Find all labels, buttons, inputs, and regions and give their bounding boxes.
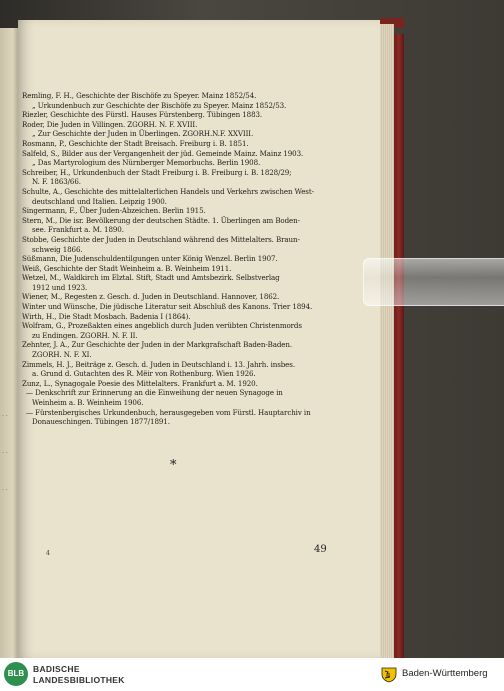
left-page-marks: · · · · · ·: [2, 413, 8, 494]
bibliography-entry: — Fürstenbergisches Urkundenbuch, herausgegeben vom Fürstl. Hauptarchiv in: [26, 407, 311, 417]
bibliography-entry: Roder, Die Juden in Villingen. ZGORH. N. F. XVIII.: [22, 119, 198, 129]
blb-line-2: LANDESBIBLIOTHEK: [33, 674, 125, 685]
page-block-edge: [380, 24, 394, 658]
bibliography-entry: zu Endingen. ZGORH. N. F. II.: [32, 330, 138, 340]
blb-line-1: BADISCHE: [33, 664, 80, 674]
book-cover-edge: [394, 34, 404, 658]
bibliography-entry: Salfeld, S., Bilder aus der Vergangenheit der jüd. Gemeinde Mainz. Mainz 1903.: [22, 148, 304, 158]
bibliography-entry: Singermann, F., Über Juden-Abzeichen. Berlin 1915.: [22, 206, 206, 216]
bibliography-entry: see. Frankfurt a. M. 1890.: [32, 225, 124, 235]
bibliography-entry: Winter und Wünsche, Die jüdische Literatur seit Abschluß des Kanons. Trier 1894.: [22, 302, 313, 312]
bibliography-entry: Weinheim a. B. Weinheim 1906.: [32, 398, 144, 407]
bibliography-entry: „ Urkundenbuch zur Geschichte der Bischöfe zu Speyer. Mainz 1852/53.: [32, 100, 287, 110]
bibliography-entry: Wirth, H., Die Stadt Mosbach. Badenia I (1864).: [22, 311, 191, 321]
bibliography-entry: Schreiber, H., Urkundenbuch der Stadt Freiburg i. B. Freiburg i. B. 1828/29;: [22, 167, 292, 177]
bibliography-entry: a. Grund d. Gutachten des R. Mëir von Rothenburg. Wien 1926.: [32, 369, 256, 379]
bibliography-entry: Stern, M., Die isr. Bevölkerung der deutschen Städte. 1. Überlingen am Boden-: [22, 215, 300, 225]
bibliography-entry: Zehnter, J. A., Zur Geschichte der Juden in der Markgrafschaft Baden-Baden.: [22, 340, 293, 350]
baden-wuerttemberg-coat-of-arms-icon[interactable]: [380, 665, 398, 683]
bibliography-entry: „ Das Martyrologium des Nürnberger Memorbuchs. Berlin 1908.: [32, 158, 261, 168]
book-page: [18, 20, 380, 658]
bibliography-entry: Weiß, Geschichte der Stadt Weinheim a. B. Weinheim 1911.: [22, 263, 232, 273]
bibliography-entry: deutschland und Italien. Leipzig 1900.: [32, 196, 167, 206]
bibliography-entry: Zunz, L., Synagogale Poesie des Mittelalters. Frankfurt a. M. 1920.: [22, 378, 258, 388]
bibliography-list: [22, 91, 328, 427]
left-page-edge: [0, 28, 18, 658]
bibliography-entry: Süßmann, Die Judenschuldentilgungen unter König Wenzel. Berlin 1907.: [22, 254, 278, 264]
bibliography-entry: „ Zur Geschichte der Juden in Überlingen. ZGORH.N.F. XXVIII.: [32, 129, 254, 139]
bibliography-entry: schweig 1866.: [32, 244, 83, 254]
baden-wuerttemberg-label[interactable]: Baden-Württemberg: [402, 668, 488, 679]
bibliography-entry: Wiener, M., Regesten z. Gesch. d. Juden in Deutschland. Hannover, 1862.: [22, 292, 280, 302]
bibliography-entry: — Denkschrift zur Erinnerung an die Einweihung der neuen Synagoge in: [26, 388, 283, 398]
bibliography-entry: Stobbe, Geschichte der Juden in Deutschland während des Mittelalters. Braun-: [22, 234, 300, 244]
bibliography-entry: Schulte, A., Geschichte des mittelalterlichen Handels und Verkehrs zwischen West-: [22, 186, 314, 196]
bibliography-entry: Rosmann, P., Geschichte der Stadt Breisach. Freiburg i. B. 1851.: [22, 138, 249, 148]
bibliography-entry: Wetzel, M., Waldkirch im Elztal. Stift, Stadt und Amtsbezirk. Selbstverlag: [22, 273, 280, 283]
bibliography-entry: N. F. 1863/66.: [32, 177, 81, 187]
footer-bar: [0, 658, 504, 691]
bibliography-entry: ZGORH. N. F. XI.: [32, 350, 92, 360]
bibliography-entry: Remling, F. H., Geschichte der Bischöfe zu Speyer. Mainz 1852/54.: [22, 91, 257, 100]
bibliography-entry: 1912 und 1923.: [32, 282, 88, 292]
blb-library-name[interactable]: [33, 664, 125, 685]
bibliography-entry: Riezler, Geschichte des Fürstl. Hauses Fürstenberg. Tübingen 1883.: [22, 110, 263, 120]
bibliography-entry: Donaueschingen. Tübingen 1877/1891.: [32, 417, 170, 427]
page-number: 49: [314, 544, 327, 555]
bibliography-entry: Zimmels, H. J., Beiträge z. Gesch. d. Juden in Deutschland i. 13. Jahrh. insbes.: [22, 359, 295, 369]
section-asterisk: *: [170, 458, 177, 473]
page-clip: [363, 258, 504, 306]
blb-logo-icon[interactable]: BLB: [4, 662, 28, 686]
signature-mark: 4: [46, 550, 50, 557]
bibliography-entry: Wolfram, G., Prozeßakten eines angeblich durch Juden verübten Christenmords: [22, 321, 302, 331]
